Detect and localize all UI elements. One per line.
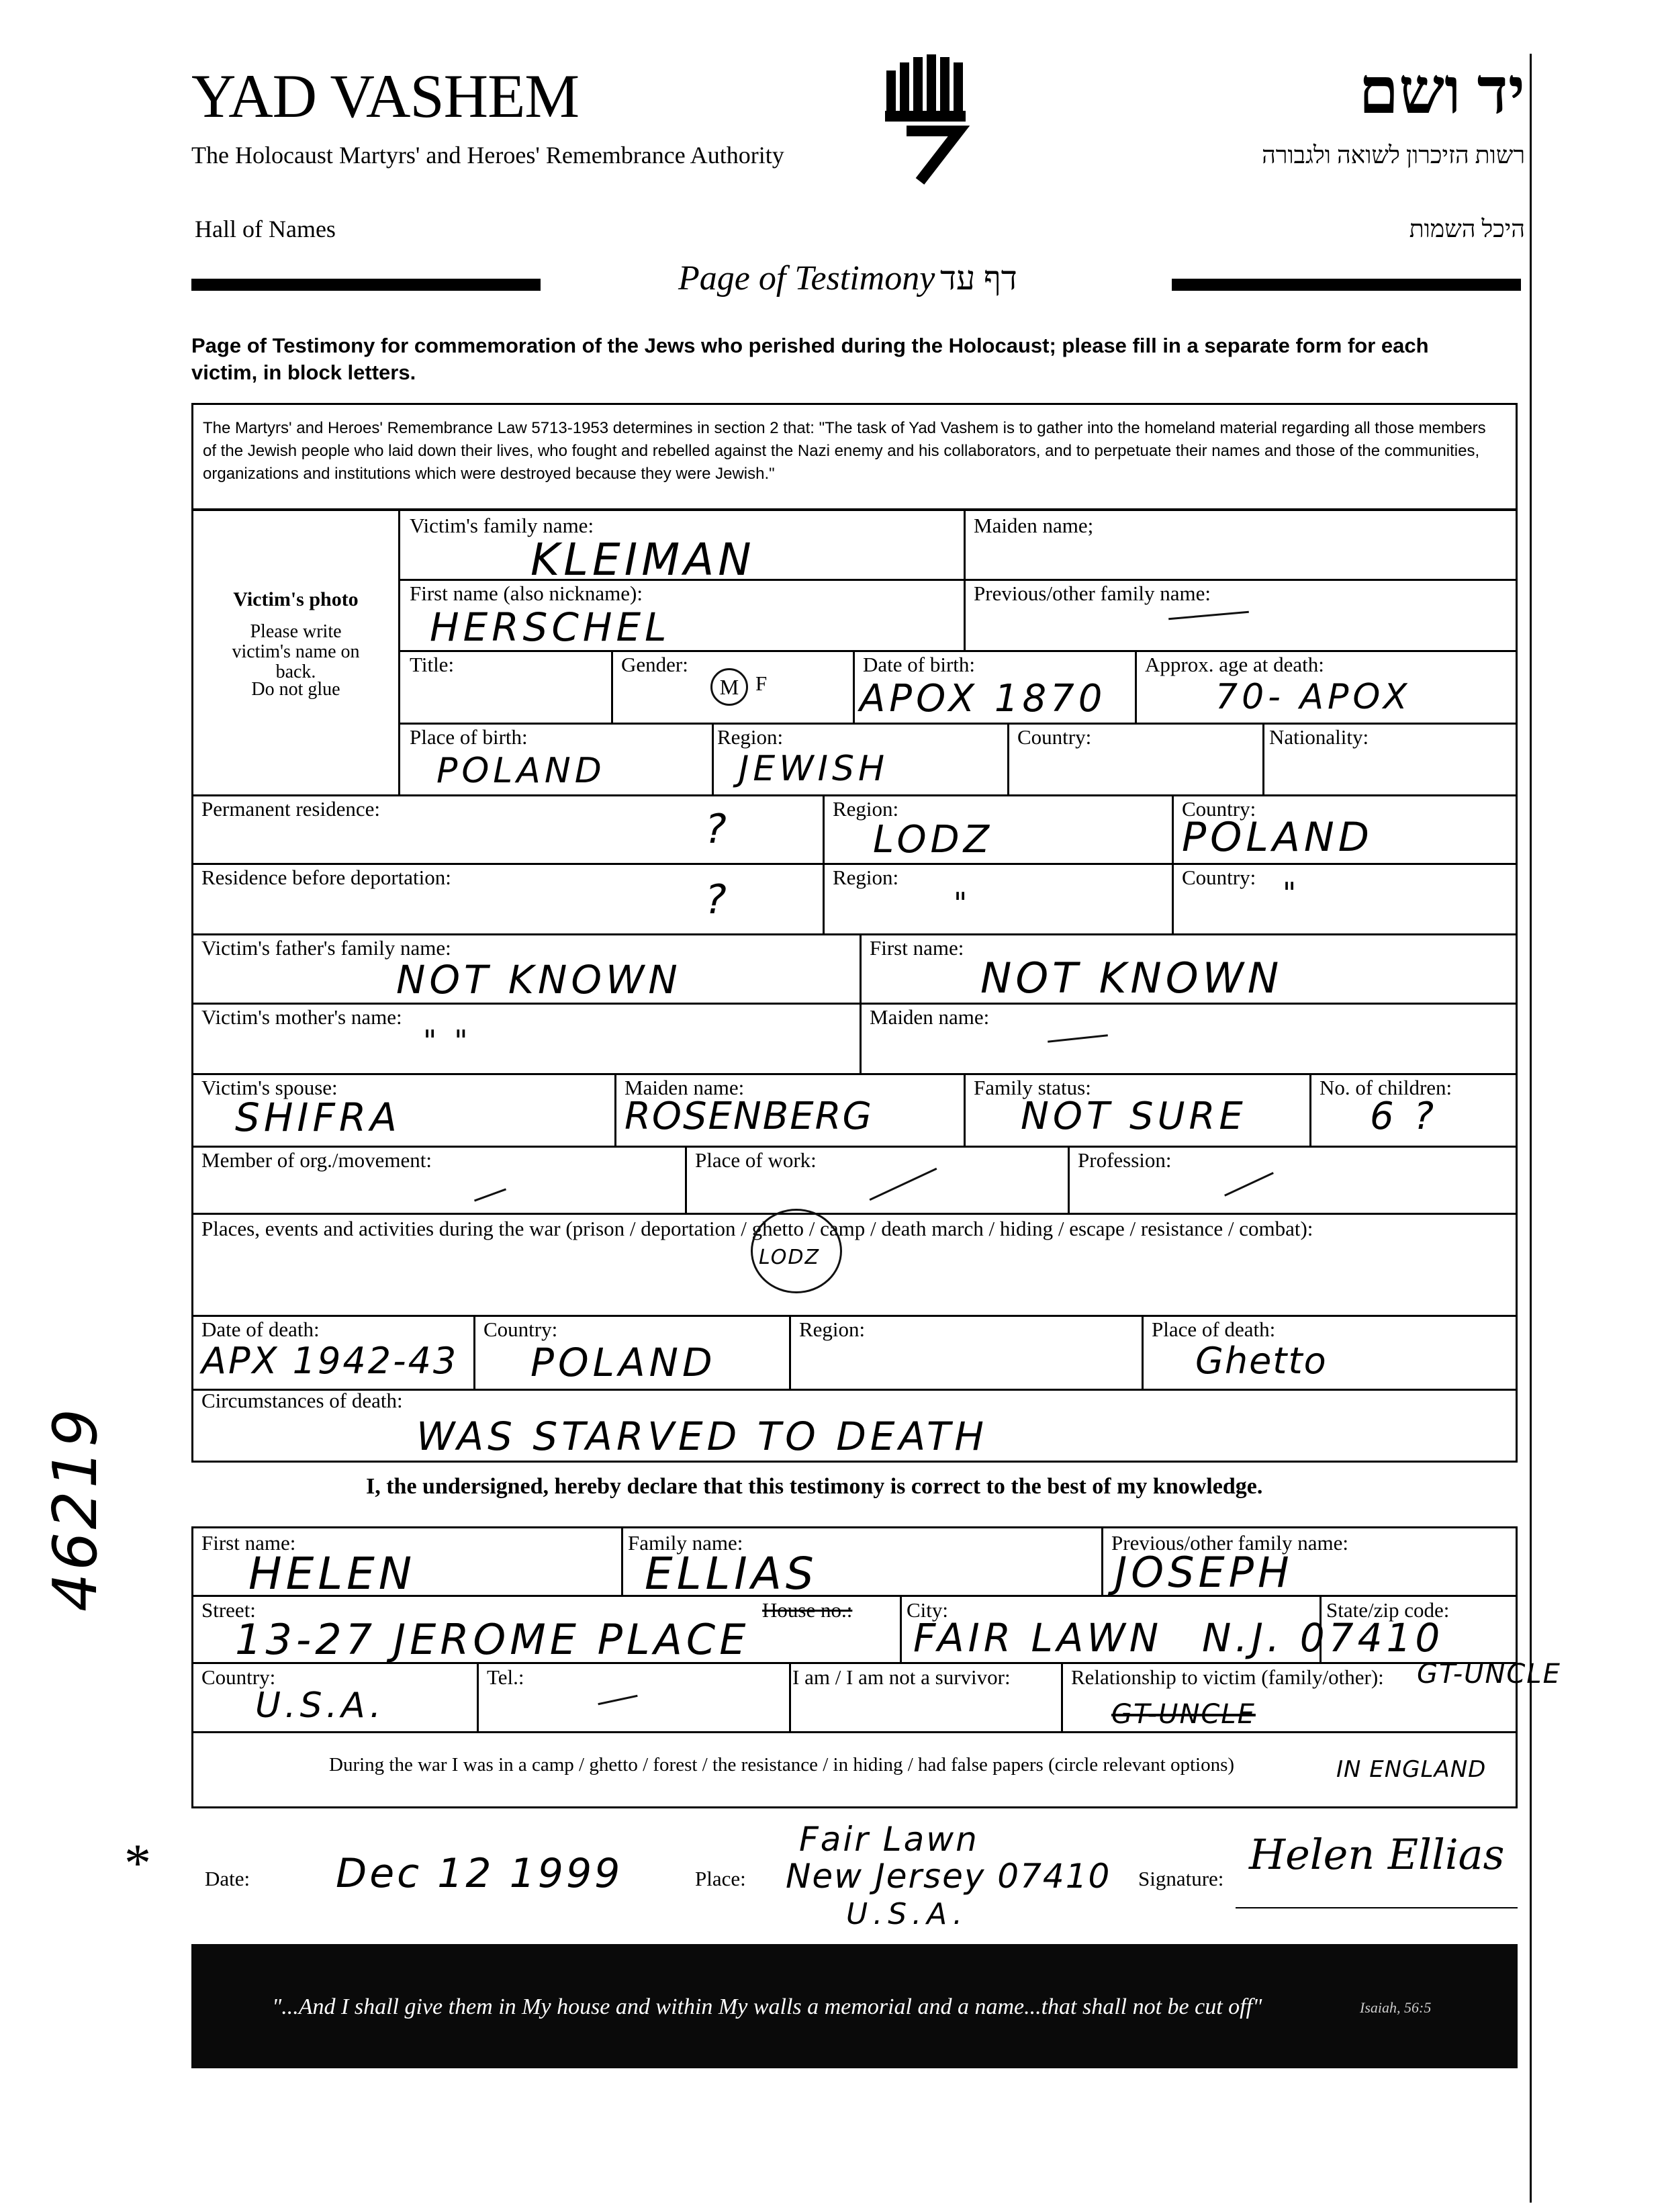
relationship-value-2: GT-UNCLE bbox=[1111, 1699, 1256, 1730]
during-war-value: IN ENGLAND bbox=[1336, 1756, 1487, 1783]
photo-note-2: Do not glue bbox=[251, 679, 340, 700]
place-line-3: U.S.A. bbox=[846, 1897, 968, 1931]
place-of-death-label: Place of death: bbox=[1152, 1318, 1276, 1341]
col-line bbox=[964, 511, 966, 650]
col-line bbox=[789, 1315, 791, 1389]
col-line bbox=[1262, 723, 1264, 794]
mother-name-value: " " bbox=[423, 1024, 472, 1058]
children-label: No. of children: bbox=[1320, 1076, 1452, 1099]
residence-region-label: Region: bbox=[833, 866, 899, 889]
relationship-label: Relationship to victim (family/other): bbox=[1071, 1665, 1384, 1689]
org-name: YAD VASHEM bbox=[191, 62, 580, 130]
first-name-label: First name (also nickname): bbox=[410, 582, 643, 605]
footer-band bbox=[191, 1944, 1518, 2068]
place-of-death-value: Ghetto bbox=[1195, 1340, 1328, 1382]
family-status-value: NOT SURE bbox=[1021, 1095, 1247, 1138]
photo-divider bbox=[398, 511, 400, 796]
perm-residence-value: ? bbox=[705, 806, 731, 853]
survivor-label: I am / I am not a survivor: bbox=[792, 1665, 1011, 1689]
perm-country-value: POLAND bbox=[1182, 814, 1373, 861]
father-first-name-value: NOT KNOWN bbox=[980, 954, 1283, 1003]
date-of-death-value: APX 1942-43 bbox=[201, 1340, 459, 1382]
margin-note: 46219 bbox=[40, 1405, 111, 1612]
place-of-birth-value: POLAND bbox=[436, 751, 606, 791]
row-line bbox=[193, 863, 1518, 865]
maiden-name-label: Maiden name; bbox=[974, 514, 1094, 537]
row-line bbox=[398, 650, 1518, 652]
residence-region-value: " bbox=[954, 886, 972, 921]
col-line bbox=[473, 1315, 475, 1389]
gender-m-circled bbox=[710, 668, 748, 706]
form-title-hebrew: דף עד bbox=[940, 259, 1017, 297]
sub-prev-family-value: JOSEPH bbox=[1115, 1548, 1293, 1597]
row-line bbox=[398, 723, 1518, 725]
family-name-value: KLEIMAN bbox=[530, 534, 755, 586]
col-line bbox=[1172, 794, 1174, 933]
col-line bbox=[964, 1073, 966, 1146]
death-country-value: POLAND bbox=[530, 1340, 716, 1385]
col-line bbox=[789, 1662, 791, 1731]
sub-country-label: Country: bbox=[201, 1665, 276, 1689]
org-name-hebrew: יד ושם bbox=[1358, 55, 1525, 127]
state-zip-value: N.J. 07410 bbox=[1202, 1615, 1444, 1661]
col-line bbox=[1007, 723, 1009, 794]
spouse-maiden-label: Maiden name: bbox=[624, 1076, 745, 1099]
house-no-label: House no.: bbox=[762, 1598, 853, 1622]
sub-country-value: U.S.A. bbox=[255, 1686, 385, 1726]
right-margin-line bbox=[1530, 54, 1532, 2203]
residence-country-label: Country: bbox=[1182, 866, 1256, 889]
sub-first-name-value: HELEN bbox=[248, 1548, 416, 1600]
residence-before-label: Residence before deportation: bbox=[201, 866, 451, 889]
perm-region-label: Region: bbox=[833, 797, 899, 821]
col-line bbox=[1068, 1146, 1070, 1213]
mother-name-label: Victim's mother's name: bbox=[201, 1005, 402, 1029]
signature-label: Signature: bbox=[1138, 1867, 1224, 1890]
gender-f: F bbox=[755, 672, 768, 695]
city-label: City: bbox=[907, 1598, 949, 1622]
places-events-label: Places, events and activities during the war (prison / deportation / ghetto / camp / death march / hiding / escape / resistance / combat): bbox=[201, 1217, 1313, 1240]
date-of-death-label: Date of death: bbox=[201, 1318, 320, 1341]
date-value: Dec 12 1999 bbox=[336, 1850, 623, 1897]
col-line bbox=[1101, 1528, 1103, 1595]
hall-of-names-hebrew: היכל השמות bbox=[1409, 216, 1525, 242]
form-title: Page of Testimony bbox=[678, 259, 935, 297]
place-of-birth-label: Place of birth: bbox=[410, 725, 528, 749]
menorah-logo-icon bbox=[880, 50, 974, 185]
state-zip-label: State/zip code: bbox=[1326, 1598, 1450, 1622]
title-bar-left bbox=[191, 279, 541, 291]
photo-note: Please write victim's name on back. bbox=[232, 621, 360, 682]
instructions: Page of Testimony for commemoration of the Jews who perished during the Holocaust; please fill in a separate form for each victim, in block letters. bbox=[191, 334, 1429, 384]
row-line bbox=[193, 794, 1518, 796]
circumstances-value: WAS STARVED TO DEATH bbox=[416, 1414, 988, 1459]
photo-box bbox=[193, 511, 398, 796]
date-label: Date: bbox=[205, 1867, 250, 1890]
mother-maiden-label: Maiden name: bbox=[870, 1005, 990, 1029]
relationship-value: GT-UNCLE bbox=[1417, 1659, 1561, 1690]
ghetto-note: LODZ bbox=[759, 1246, 821, 1269]
sub-prev-family-label: Previous/other family name: bbox=[1111, 1531, 1348, 1555]
asterisk-mark: * bbox=[124, 1834, 151, 1893]
place-line-2: New Jersey 07410 bbox=[786, 1857, 1111, 1896]
row-line bbox=[193, 1073, 1518, 1075]
gender-label: Gender: bbox=[621, 653, 688, 676]
col-line bbox=[1309, 1073, 1311, 1146]
col-line bbox=[1061, 1662, 1063, 1731]
father-first-name-label: First name: bbox=[870, 936, 964, 960]
death-region-label: Region: bbox=[799, 1318, 866, 1341]
place-of-work-label: Place of work: bbox=[695, 1148, 817, 1172]
street-label: Street: bbox=[201, 1598, 256, 1622]
footer-citation: Isaiah, 56:5 bbox=[1360, 1999, 1432, 2016]
row-line bbox=[193, 933, 1518, 935]
col-line bbox=[614, 1073, 616, 1146]
birth-region-value: JEWISH bbox=[739, 749, 889, 789]
col-line bbox=[685, 1146, 687, 1213]
row-line bbox=[193, 1146, 1518, 1148]
tel-label: Tel.: bbox=[487, 1665, 524, 1689]
perm-residence-label: Permanent residence: bbox=[201, 797, 380, 821]
title-label: Title: bbox=[410, 653, 455, 676]
city-value: FAIR LAWN bbox=[913, 1615, 1163, 1661]
profession-label: Profession: bbox=[1078, 1148, 1172, 1172]
org-subtitle-hebrew: רשות הזיכרון לשואה ולגבורה bbox=[1262, 142, 1525, 169]
dob-value: APOX 1870 bbox=[860, 677, 1107, 721]
nationality-label: Nationality: bbox=[1269, 725, 1369, 749]
col-line bbox=[853, 650, 855, 723]
law-text: The Martyrs' and Heroes' Remembrance Law 5713-1953 determines in section 2 that: "The task of Yad Vashem is to gather into the homeland material regarding all those members of the Jewish people who laid down their lives, who fought and rebelled against the Nazi enemy and his collaborators, and to perpetuate their names and those of the communities, organizations and institutions which were destroyed because they were Jewish." bbox=[203, 419, 1486, 483]
circumstances-label: Circumstances of death: bbox=[201, 1389, 403, 1412]
first-name-value: HERSCHEL bbox=[430, 604, 671, 650]
col-line bbox=[1135, 650, 1137, 723]
col-line bbox=[611, 650, 613, 723]
place-label: Place: bbox=[695, 1867, 746, 1890]
col-line bbox=[900, 1595, 902, 1662]
gender-m: M bbox=[719, 675, 739, 699]
birth-region-label: Region: bbox=[717, 725, 784, 749]
signature-line bbox=[1236, 1907, 1518, 1908]
row-line bbox=[193, 1731, 1518, 1733]
perm-country-label: Country: bbox=[1182, 797, 1256, 821]
col-line bbox=[1142, 1315, 1144, 1389]
col-line bbox=[621, 1528, 623, 1595]
spouse-value: SHIFRA bbox=[235, 1095, 401, 1140]
col-line bbox=[477, 1662, 479, 1731]
member-org-label: Member of org./movement: bbox=[201, 1148, 432, 1172]
during-war-label: During the war I was in a camp / ghetto / forest / the resistance / in hiding / had false papers (circle relevant options) bbox=[329, 1754, 1235, 1776]
place-line-1: Fair Lawn bbox=[799, 1820, 979, 1859]
row-line bbox=[193, 1213, 1518, 1215]
declaration: I, the undersigned, hereby declare that this testimony is correct to the best of my knowledge. bbox=[366, 1474, 1263, 1499]
family-name-label: Victim's family name: bbox=[410, 514, 594, 537]
law-box bbox=[191, 403, 1518, 510]
row-line bbox=[193, 1315, 1518, 1317]
sub-family-name-value: ELLIAS bbox=[645, 1548, 818, 1600]
photo-title: Victim's photo bbox=[233, 588, 359, 610]
title-bar-right bbox=[1172, 279, 1521, 291]
spouse-label: Victim's spouse: bbox=[201, 1076, 338, 1099]
row-line bbox=[193, 1003, 1518, 1005]
org-subtitle: The Holocaust Martyrs' and Heroes' Remembrance Authority bbox=[191, 142, 784, 169]
family-status-label: Family status: bbox=[974, 1076, 1091, 1099]
spouse-maiden-value: ROSENBERG bbox=[624, 1095, 873, 1138]
hall-of-names: Hall of Names bbox=[195, 216, 336, 242]
sub-first-name-label: First name: bbox=[201, 1531, 296, 1555]
dob-label: Date of birth: bbox=[863, 653, 976, 676]
birth-country-label: Country: bbox=[1017, 725, 1092, 749]
age-at-death-label: Approx. age at death: bbox=[1145, 653, 1324, 676]
street-value: 13-27 JEROME PLACE bbox=[235, 1615, 750, 1664]
father-family-name-value: NOT KNOWN bbox=[396, 957, 682, 1003]
col-line bbox=[712, 723, 714, 794]
age-at-death-value: 70- APOX bbox=[1215, 677, 1412, 717]
death-country-label: Country: bbox=[483, 1318, 558, 1341]
col-line bbox=[860, 933, 862, 1073]
father-family-name-label: Victim's father's family name: bbox=[201, 936, 451, 960]
footer-quote: "...And I shall give them in My house and within My walls a memorial and a name...that shall not be cut off" bbox=[272, 1994, 1262, 2019]
prev-family-name-label: Previous/other family name: bbox=[974, 582, 1211, 605]
signature-value: Helen Ellias bbox=[1249, 1830, 1505, 1879]
children-value: 6 ? bbox=[1370, 1095, 1438, 1138]
residence-before-value: ? bbox=[705, 876, 731, 923]
col-line bbox=[823, 794, 825, 933]
perm-region-value: LODZ bbox=[873, 818, 994, 862]
sub-family-name-label: Family name: bbox=[628, 1531, 743, 1555]
residence-country-value: " bbox=[1283, 876, 1301, 911]
